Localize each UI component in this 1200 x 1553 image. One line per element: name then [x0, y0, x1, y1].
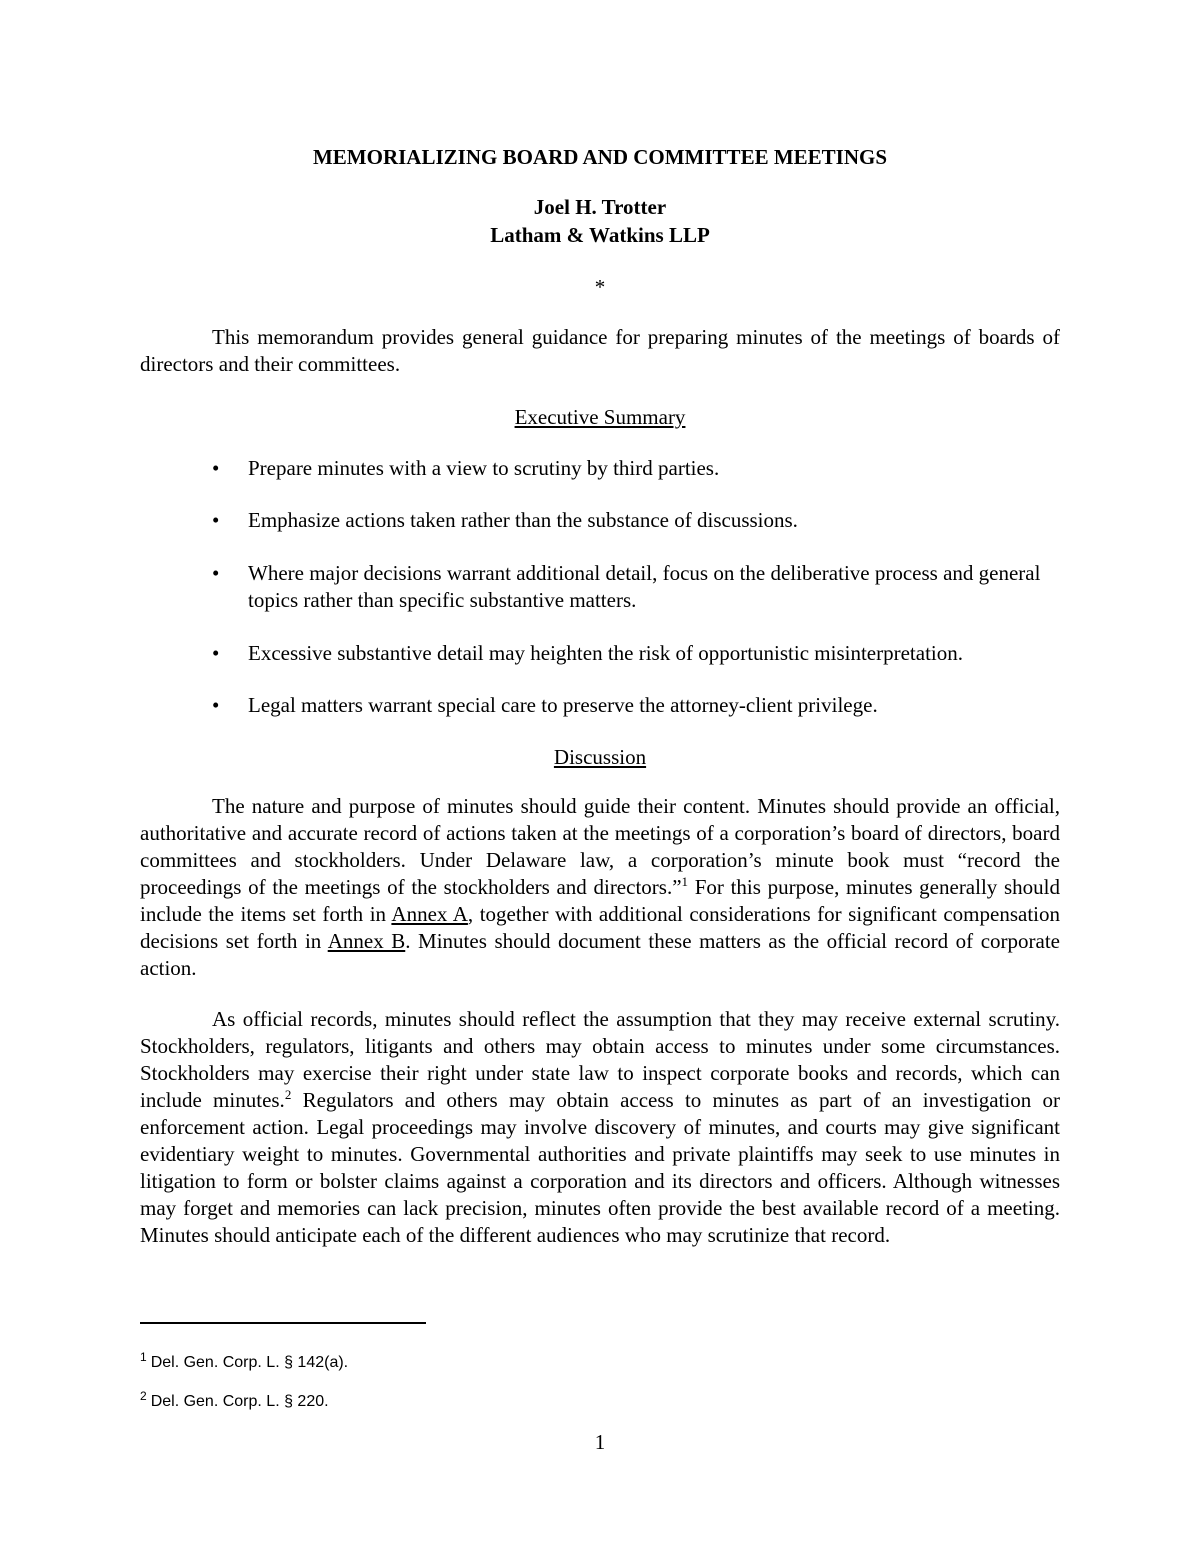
- annex-a-link[interactable]: Annex A: [391, 902, 468, 926]
- author-name: Joel H. Trotter: [533, 195, 667, 219]
- bullet-icon: •: [212, 641, 220, 665]
- bullet-icon: •: [212, 508, 220, 532]
- summary-bullet: • Legal matters warrant special care to preserve the attorney-client privilege.: [212, 693, 878, 717]
- discussion-paragraph-2: As official records, minutes should reflect the assumption that they may receive external scrutiny. Stockholders, regulators, litigants and others may obtain access to minutes under some circumstances. Stockholders may exercise their right under state law to inspect corporate books and records, which can include minutes.$^2$ Regulators and others may obtain access to minutes as part of an investigation or enforcement action. Legal proceedings may involve discovery of minutes, and courts may give significant evidentiary weight to minutes. Governmental authorities and private plaintiffs may seek to use minutes in litigation to form or bolster claims against a corporation and its directors and officers. Although witnesses may forget and memories can lack precision, minutes often provide the best available record of a meeting. Minutes should anticipate each of the different audiences who may scrutinize that record.: [140, 1007, 1060, 1247]
- bullet-icon: •: [212, 456, 220, 480]
- summary-bullet: • Prepare minutes with a view to scrutiny by third parties.: [212, 456, 720, 480]
- footnote-ref-2[interactable]: 2: [284, 1087, 292, 1102]
- annex-b-link[interactable]: Annex B: [327, 929, 406, 953]
- executive-summary-heading: Executive Summary: [514, 405, 686, 429]
- firm-name: Latham & Watkins LLP: [490, 223, 710, 247]
- page-number: 1: [594, 1430, 606, 1454]
- footnote-2: $^2$ Del. Gen. Corp. L. § 220.: [140, 1388, 329, 1410]
- summary-bullet: • Emphasize actions taken rather than the substance of discussions.: [212, 508, 798, 532]
- bullet-icon: •: [212, 561, 220, 585]
- summary-bullet: • Excessive substantive detail may heighten the risk of opportunistic misinterpretation.: [212, 641, 964, 665]
- intro-paragraph: This memorandum provides general guidance for preparing minutes of the meetings of boards of directors and their committees.: [140, 325, 1060, 376]
- document-title: MEMORIALIZING BOARD AND COMMITTEE MEETINGS: [312, 145, 888, 169]
- discussion-paragraph-1: The nature and purpose of minutes should guide their content. Minutes should provide an official, authoritative and accurate record of actions taken at the meetings of a corporation’s board of directors, board committees and stockholders. Under Delaware law, a corporation’s minute book must “record the proceedings of the meetings of the stockholders and directors.”$^1$ For this purpose, minutes generally should include the items set forth in Annex A, together with additional considerations for significant compensation decisions set forth in Annex B. Minutes should document these matters as the official record of corporate action.: [140, 794, 1060, 980]
- discussion-heading: Discussion: [553, 745, 647, 769]
- footnote-1: $^1$ Del. Gen. Corp. L. § 142(a).: [140, 1349, 349, 1371]
- summary-bullet: • Where major decisions warrant additional detail, focus on the deliberative process and general topics rather than specific substantive matters.: [212, 561, 1041, 612]
- section-separator: *: [594, 275, 606, 299]
- footnote-ref-1[interactable]: 1: [681, 874, 689, 889]
- bullet-icon: •: [212, 693, 220, 717]
- footnote-divider: [140, 1322, 426, 1324]
